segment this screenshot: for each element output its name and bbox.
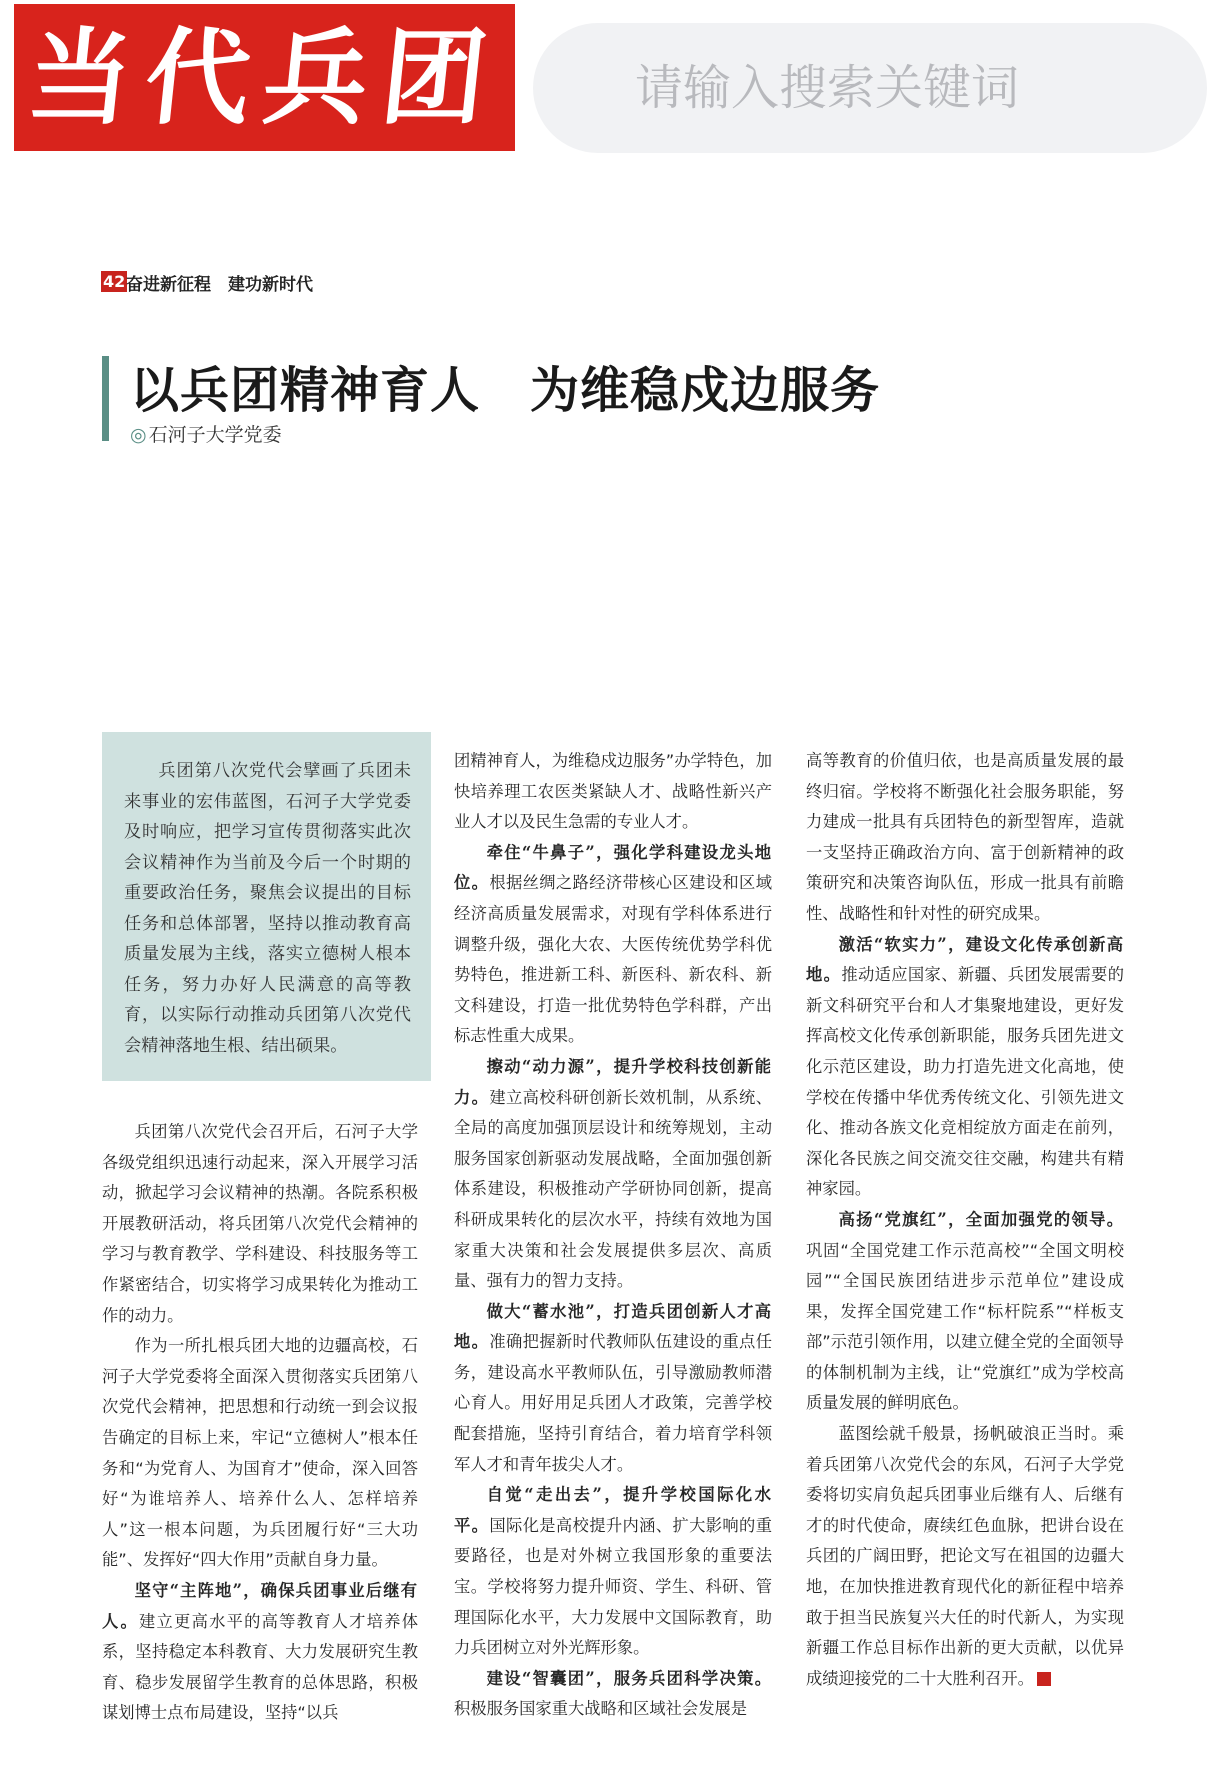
subheading: 高扬“党旗红”，全面加强党的领导。	[838, 1209, 1124, 1229]
paragraph-body: 蓝图绘就千般景，扬帆破浪正当时。乘着兵团第八次党代会的东风，石河子大学党委将切实肩负起兵团事业后继有人、后继有才的时代使命，赓续红色血脉，把讲台设在兵团的广阔田野，把论文写在祖国的边疆大地，在加快推进教育现代化的新征程中培养敢于担当民族复兴大任的时代新人，为实现新疆工作总目标作出新的更大贡献，以优异成绩迎接党的二十大胜利召开。	[806, 1424, 1124, 1688]
paragraph-body: 国际化是高校提升内涵、扩大影响的重要路径，也是对外树立我国形象的重要法宝。学校将努力提升师资、学生、科研、管理国际化水平，大力发展中文国际教育，助力兵团树立对外光辉形象。	[454, 1515, 772, 1658]
paragraph-body: 积极服务国家重大战略和区域社会发展是	[454, 1699, 748, 1719]
paragraph: 作为一所扎根兵团大地的边疆高校，石河子大学党委将全面深入贯彻落实兵团第八次党代会精神，把思想和行动统一到会议报告确定的目标上来，牢记“立德树人”根本任务和“为党育人、为国育才”使命，深入回答好“为谁培养人、培养什么人、怎样培养人”这一根本问题，为兵团履行好“三大功能”、发挥好“四大作用”贡献自身力量。	[102, 1336, 418, 1570]
subheading: 激活“软实力”，建设文化传承创新高地。	[806, 934, 1124, 985]
paragraph	[454, 1297, 772, 1481]
end-mark-icon	[1037, 1672, 1051, 1686]
paragraph	[454, 1480, 772, 1664]
title-accent-bar	[102, 356, 109, 441]
subheading: 做大“蓄水池”，打造兵团创新人才高地。	[454, 1301, 772, 1352]
paragraph-body: 建立高校科研创新长效机制，从系统、全局的高度加强顶层设计和统筹规划，主动服务国家创新驱动发展战略，全面加强创新体系建设，积极推动产学研协同创新，提高科研成果转化的层次水平，持续有效地为国家重大决策和社会发展提供多层次、高质量、强有力的智力支持。	[454, 1087, 772, 1291]
search-input[interactable]	[633, 59, 1228, 117]
paragraph: 兵团第八次党代会召开后，石河子大学各级党组织迅速行动起来，深入开展学习活动，掀起学习会议精神的热潮。各院系积极开展教研活动，将兵团第八次党代会精神的学习与教育教学、学科建设、科技服务等工作紧密结合，切实将学习成果转化为推动工作的动力。	[102, 1122, 418, 1325]
paragraph-body: 准确把握新时代教师队伍建设的重点任务，建设高水平教师队伍，引导激励教师潜心育人。用好用足兵团人才政策，完善学校配套措施，坚持引育结合，着力培育学科领军人才和青年拔尖人才。	[454, 1332, 772, 1474]
article-title: 以兵团精神育人 为维稳戍边服务	[130, 362, 881, 419]
page-number: 42	[103, 272, 126, 291]
paragraph	[102, 1576, 418, 1729]
byline-mark: ◎	[130, 424, 147, 446]
paragraph	[454, 838, 772, 1052]
paragraph	[454, 1664, 772, 1725]
intro-text: 兵团第八次党代会擘画了兵团未来事业的宏伟蓝图，石河子大学党委及时响应，把学习宣传贯彻落实此次会议精神作为当前及今后一个时期的重要政治任务，聚焦会议提出的目标任务和总体部署，坚持以推动教育高质量发展为主线，落实立德树人根本任务，努力办好人民满意的高等教育，以实际行动推动兵团第八次党代会精神落地生根、结出硕果。	[124, 761, 411, 1056]
paragraph: 团精神育人，为维稳戍边服务”办学特色，加快培养理工农医类紧缺人才、战略性新兴产业人才以及民生急需的专业人才。	[454, 751, 772, 832]
site-logo[interactable]	[14, 4, 515, 151]
subheading: 建设“智囊团”，服务兵团科学决策。	[486, 1668, 772, 1688]
logo-text: 当代兵团	[22, 15, 508, 139]
paragraph	[806, 1419, 1124, 1694]
paragraph-body: 推动适应国家、新疆、兵团发展需要的新文科研究平台和人才集聚地建设，更好发挥高校文化传承创新职能，服务兵团先进文化示范区建设，助力打造先进文化高地，使学校在传播中华优秀传统文化、引领先进文化、推动各族文化竞相绽放方面走在前列，深化各民族之间交流交往交融，构建共有精神家园。	[806, 965, 1124, 1199]
article-column-2	[454, 746, 772, 1725]
paragraph-body: 建立更高水平的高等教育人才培养体系，坚持稳定本科教育、大力发展研究生教育、稳步发展留学生教育的总体思路，积极谋划博士点布局建设，坚持“以兵	[102, 1611, 418, 1723]
section-label: 奋进新征程 建功新时代	[126, 275, 313, 295]
article-column-1	[102, 1117, 418, 1729]
search-bar[interactable]	[533, 23, 1207, 153]
subheading: 牵住“牛鼻子”，强化学科建设龙头地位。	[454, 842, 772, 893]
byline	[130, 420, 282, 447]
subheading: 擦动“动力源”，提升学校科技创新能力。	[454, 1056, 772, 1107]
subheading: 自觉“走出去”，提升学校国际化水平。	[454, 1485, 772, 1535]
paragraph-body: 根据丝绸之路经济带核心区建设和区域经济高质量发展需求，对现有学科体系进行调整升级，强化大农、大医传统优势学科优势特色，推进新工科、新医科、新农科、新文科建设，打造一批优势特色学科群，产出标志性重大成果。	[454, 873, 772, 1046]
byline-author: 石河子大学党委	[148, 424, 282, 446]
intro-box	[102, 732, 431, 1081]
paragraph: 高等教育的价值归依，也是高质量发展的最终归宿。学校将不断强化社会服务职能，努力建成一批具有兵团特色的新型智库，造就一支坚持正确政治方向、富于创新精神的政策研究和决策咨询队伍，形成一批具有前瞻性、战略性和针对性的研究成果。	[806, 751, 1124, 923]
subheading: 坚守“主阵地”，确保兵团事业后继有人。	[102, 1580, 418, 1631]
paragraph	[806, 1205, 1124, 1419]
article-column-3	[806, 746, 1124, 1694]
paragraph	[806, 930, 1124, 1205]
paragraph	[454, 1052, 772, 1297]
paragraph-body: 巩固“全国党建工作示范高校”“全国文明校园”“全国民族团结进步示范单位”建设成果，发挥全国党建工作“标杆院系”“样板支部”示范引领作用，以建立健全党的全面领导的体制机制为主线，让“党旗红”成为学校高质量发展的鲜明底色。	[806, 1240, 1124, 1413]
